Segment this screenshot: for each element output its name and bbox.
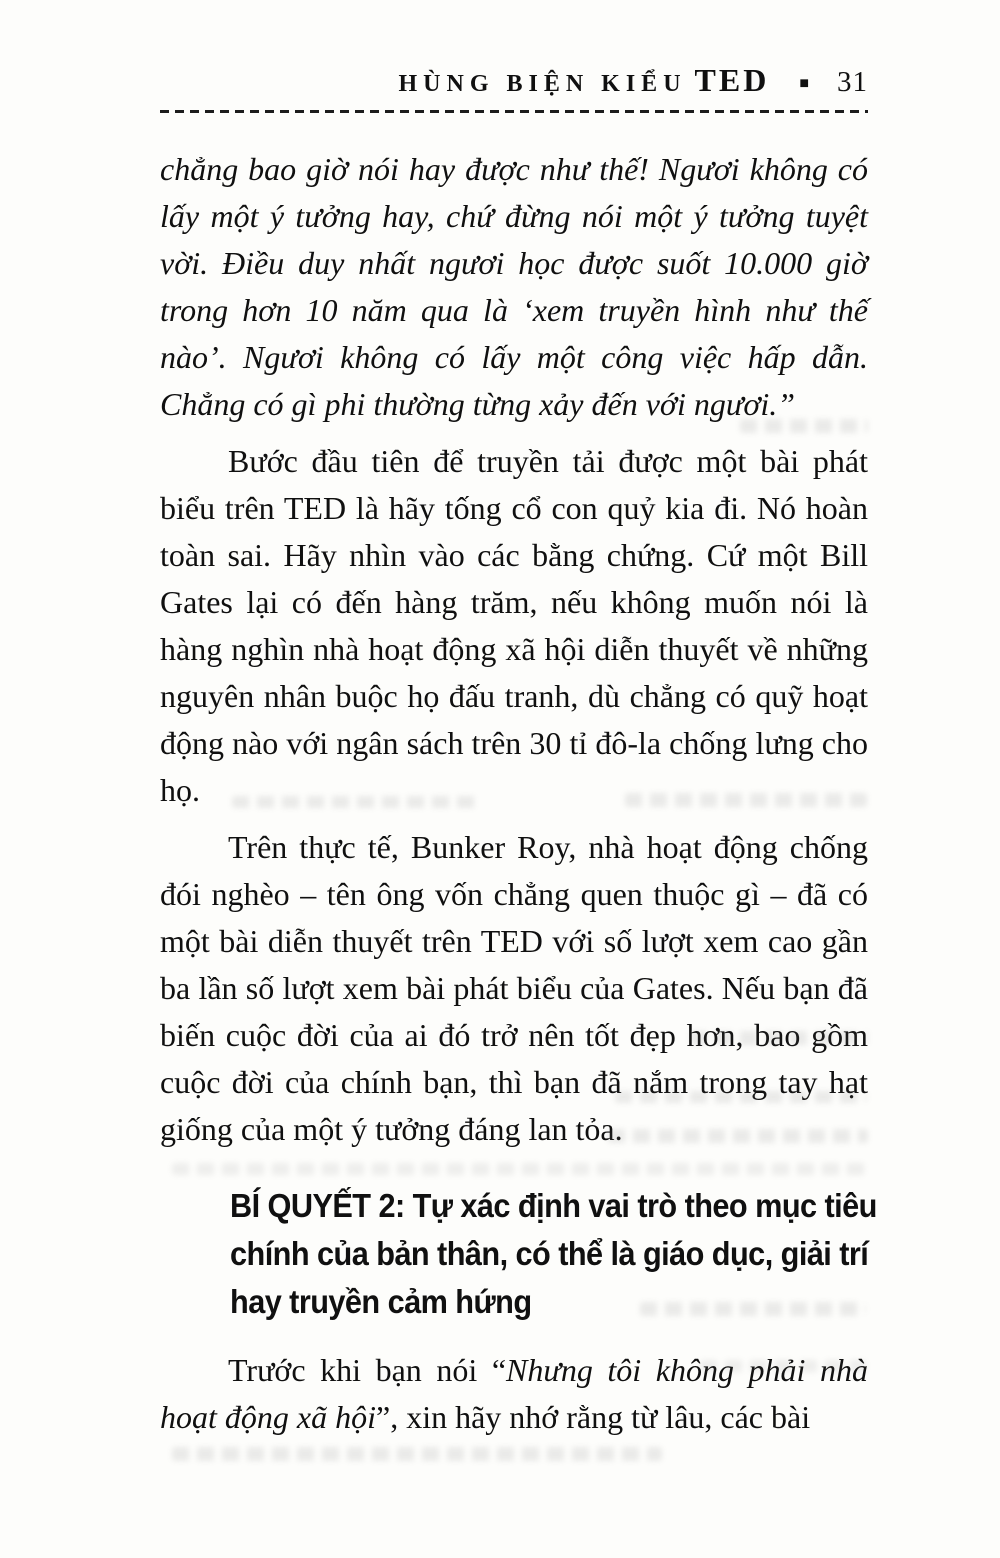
paragraph-4-lead: Trước khi bạn nói “ — [228, 1352, 507, 1388]
section-heading-line-3: hay truyền cảm hứng — [230, 1283, 532, 1320]
page-content — [160, 146, 877, 1441]
body-paragraph-4 — [160, 1347, 868, 1441]
square-bullet-icon: ■ — [799, 75, 809, 92]
running-header — [160, 0, 868, 99]
running-title-emphasis: TED — [694, 62, 770, 98]
running-title: HÙNG BIỆN KIỂU — [398, 71, 687, 97]
body-paragraph-2: Bước đầu tiên để truyền tải được một bài phát biểu trên TED là hãy tống cổ con quỷ kia đi. Nó hoàn toàn sai. Hãy nhìn vào các bằng chứng. Cứ một Bill Gates lại có đến hàng trăm, nếu không muốn nói là hàng nghìn nhà hoạt động xã hội diễn thuyết về những nguyên nhân buộc họ đấu tranh, dù chẳng có quỹ hoạt động nào với ngân sách trên 30 tỉ đô-la chống lưng cho họ. — [160, 443, 868, 808]
header-divider-dashed-rule — [160, 110, 868, 113]
page-number: 31 — [837, 66, 868, 98]
section-heading-line-1: BÍ QUYẾT 2: Tự xác định vai trò theo mục tiêu — [230, 1187, 877, 1224]
section-heading — [160, 1182, 877, 1326]
paragraph-4-tail: ”, xin hãy nhớ rằng từ lâu, các bài — [375, 1399, 811, 1435]
paragraph-4-quoted-italic: Nhưng tôi không phải nhà hoạt động xã hội — [160, 1352, 868, 1435]
body-paragraph-3: Trên thực tế, Bunker Roy, nhà hoạt động chống đói nghèo – tên ông vốn chẳng quen thuộc gì – đã có một bài diễn thuyết trên TED với số lượt xem cao gần ba lần số lượt xem bài phát biểu của Gates. Nếu bạn đã biến cuộc đời của ai đó trở nên tốt đẹp hơn, bao gồm cuộc đời của chính bạn, thì bạn đã nắm trong tay hạt giống của một ý tưởng đáng lan tỏa. — [160, 829, 868, 1147]
opening-quote-paragraph: chẳng bao giờ nói hay được như thế! Ngươi không có lấy một ý tưởng hay, chứ đừng nói một ý tưởng tuyệt vời. Điều duy nhất ngươi học được suốt 10.000 giờ trong hơn 10 năm qua là ‘xem truyền hình như thế nào’. Ngươi không có lấy một công việc hấp dẫn. Chẳng có gì phi thường từng xảy đến với ngươi.” — [160, 151, 868, 422]
section-heading-line-2: chính của bản thân, có thể là giáo dục, giải trí — [230, 1235, 869, 1272]
text-column — [160, 0, 877, 1451]
